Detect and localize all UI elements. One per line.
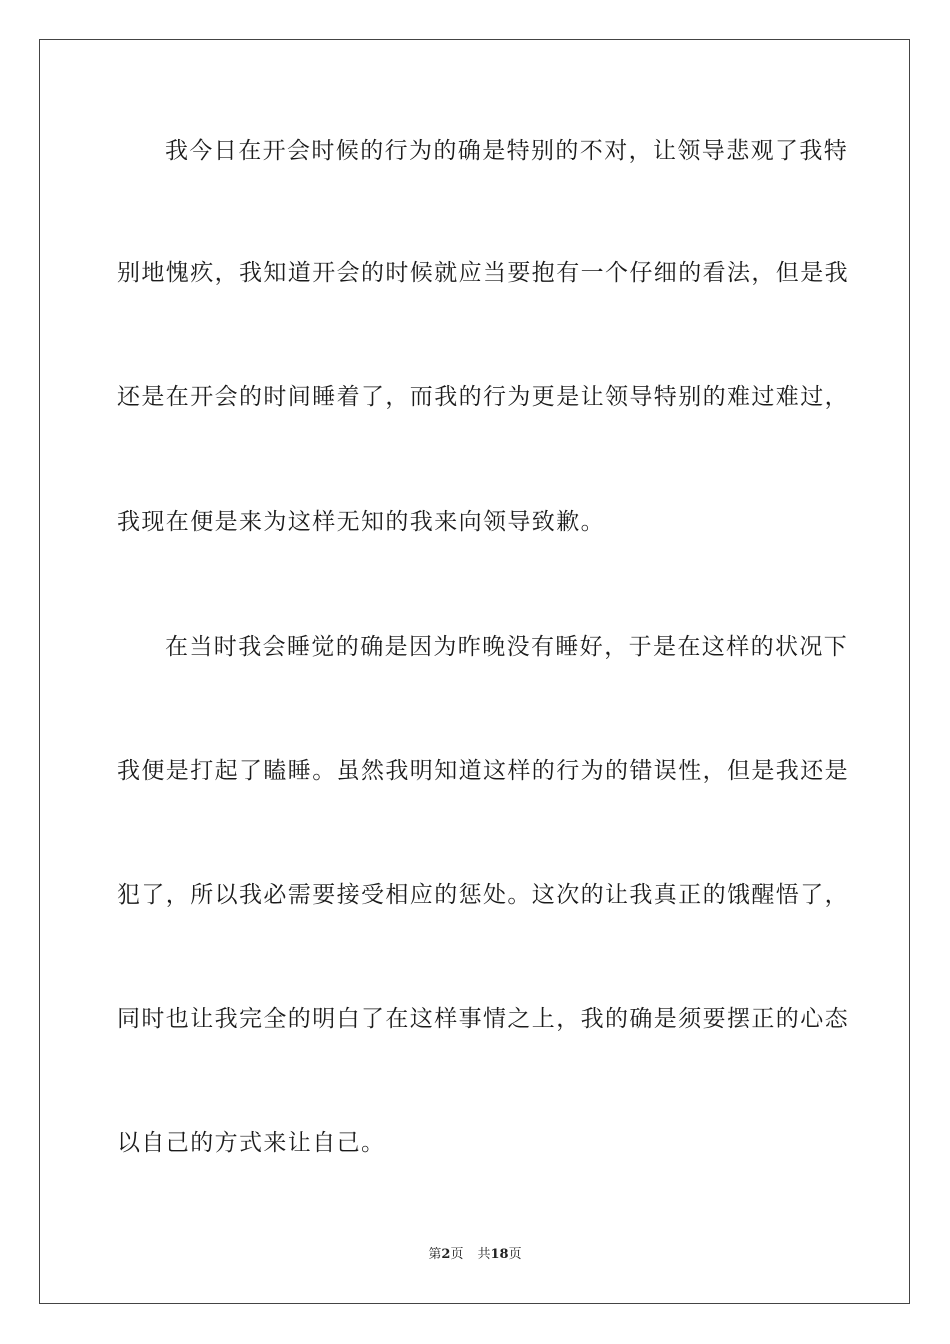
page-prefix: 第 <box>428 1247 442 1262</box>
paragraph-1-line-4: 我现在便是来为这样无知的我来向领导致歉。 <box>117 509 605 535</box>
page-suffix: 页 <box>450 1247 464 1262</box>
page-footer <box>0 1246 950 1264</box>
total-prefix: 共 <box>477 1247 491 1262</box>
paragraph-2-line-1: 在当时我会睡觉的确是因为昨晚没有睡好，于是在这样的状况下 <box>165 634 849 660</box>
total-pages: 18 <box>490 1247 509 1262</box>
paragraph-2-line-3: 犯了，所以我必需要接受相应的惩处。这次的让我真正的饿醒悟了， <box>117 882 849 908</box>
total-suffix: 页 <box>508 1247 522 1262</box>
paragraph-2-line-4: 同时也让我完全的明白了在这样事情之上，我的确是须要摆正的心态 <box>117 1006 849 1032</box>
paragraph-2-line-5: 以自己的方式来让自己。 <box>117 1130 386 1156</box>
page-border <box>39 39 910 1304</box>
paragraph-1-line-2: 别地愧疚，我知道开会的时候就应当要抱有一个仔细的看法，但是我 <box>117 260 849 286</box>
paragraph-1-line-1: 我今日在开会时候的行为的确是特别的不对，让领导悲观了我特 <box>165 138 849 164</box>
page-number: 2 <box>441 1247 451 1262</box>
paragraph-1-line-3: 还是在开会的时间睡着了，而我的行为更是让领导特别的难过难过， <box>117 384 849 410</box>
paragraph-2-line-2: 我便是打起了瞌睡。虽然我明知道这样的行为的错误性，但是我还是 <box>117 758 849 784</box>
